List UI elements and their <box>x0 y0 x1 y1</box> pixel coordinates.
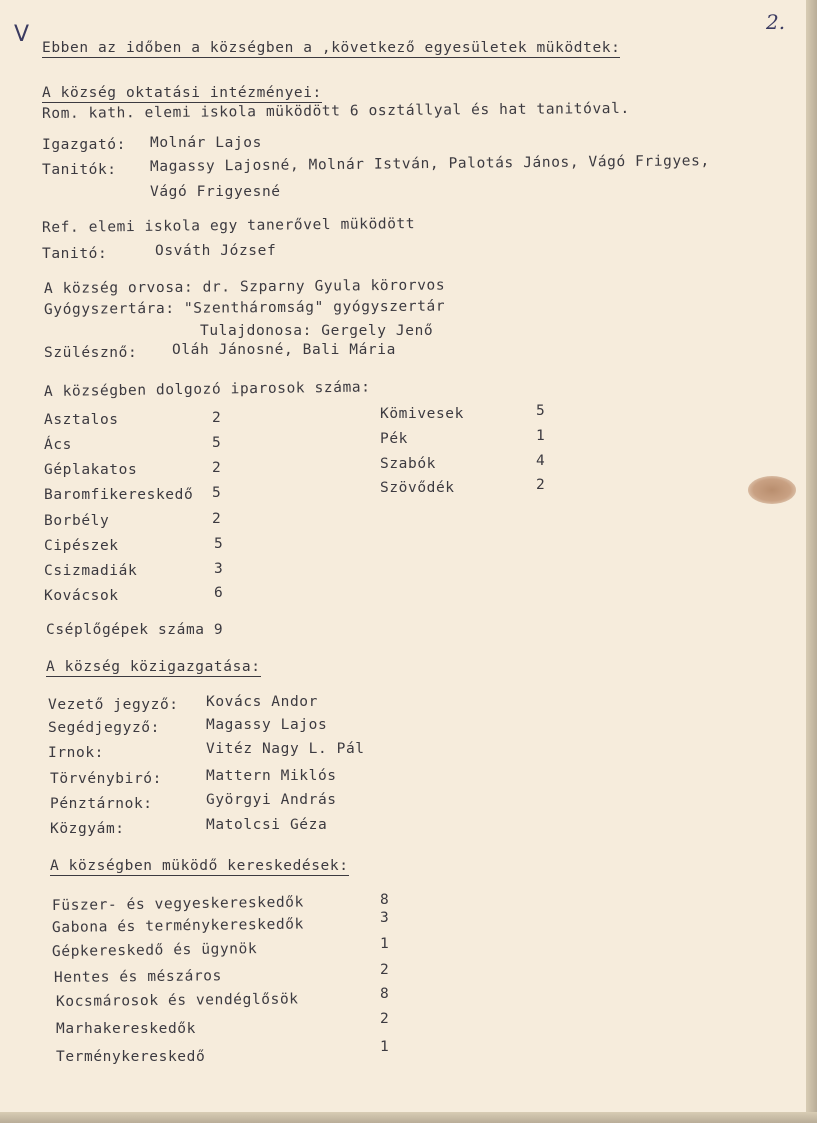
craft-count: 5 <box>212 485 222 501</box>
craft-count: 5 <box>212 435 222 451</box>
trade-name: Kocsmárosok és vendéglősök <box>55 991 299 1010</box>
page-edge-bottom <box>0 1112 817 1123</box>
admin-name: Magassy Lajos <box>206 717 328 733</box>
ref-teacher-value: Osváth József <box>155 243 277 259</box>
craft-name: Szövődék <box>380 480 455 496</box>
craft-name: Baromfikereskedő <box>44 487 194 503</box>
admin-role: Törvénybiró: <box>50 771 162 787</box>
director-value: Molnár Lajos <box>150 135 262 151</box>
trade-heading: A községben müködő kereskedések: <box>50 858 349 874</box>
craft-count: 5 <box>214 536 224 552</box>
admin-name: Györgyi András <box>206 792 337 808</box>
trade-count: 8 <box>380 986 390 1002</box>
page-edge-right <box>806 0 817 1123</box>
craft-name: Asztalos <box>44 412 119 428</box>
craft-count: 4 <box>536 453 546 469</box>
trade-name: Gabona és terménykereskedők <box>51 916 304 936</box>
margin-tick-mark: V <box>14 22 30 47</box>
midwife-label: Szülésznő: <box>44 345 138 361</box>
pharmacy-line: Gyógyszertára: "Szentháromság" gyógyszertár <box>43 298 446 318</box>
page-number: 2. <box>766 10 786 34</box>
admin-role: Segédjegyző: <box>48 720 160 736</box>
document-title: Ebben az időben a községben a ,következő egyesületek müködtek: <box>42 40 621 56</box>
rk-school-line: Rom. kath. elemi iskola müködött 6 osztállyal és hat tanitóval. <box>41 100 630 122</box>
admin-name: Kovács Andor <box>206 694 318 710</box>
education-heading: A község oktatási intézményei: <box>42 85 322 101</box>
teachers-label: Tanitók: <box>42 162 117 178</box>
midwife-value: Oláh Jánosné, Bali Mária <box>172 342 396 358</box>
teachers-line-1: Magassy Lajosné, Molnár István, Palotás János, Vágó Frigyes, <box>149 153 710 175</box>
admin-role: Pénztárnok: <box>50 796 153 812</box>
admin-name: Matolcsi Géza <box>206 817 328 833</box>
pharmacy-owner-line: Tulajdonosa: Gergely Jenő <box>200 323 434 339</box>
craft-count: 1 <box>536 428 546 444</box>
admin-name: Mattern Miklós <box>206 768 337 784</box>
director-label: Igazgató: <box>42 137 126 153</box>
threshers-line: Cséplőgépek száma 9 <box>46 622 224 638</box>
teachers-line-2: Vágó Frigyesné <box>150 184 281 200</box>
doctor-line: A község orvosa: dr. Szparny Gyula körorvos <box>43 277 446 297</box>
trade-count: 1 <box>380 1039 390 1055</box>
craft-name: Ács <box>44 437 72 453</box>
craft-name: Kovácsok <box>44 588 119 604</box>
craft-name: Kömivesek <box>380 406 464 422</box>
admin-role: Közgyám: <box>50 821 125 837</box>
admin-name: Vitéz Nagy L. Pál <box>206 741 365 757</box>
craftsmen-heading: A községben dolgozó iparosok száma: <box>43 379 371 400</box>
craft-count: 2 <box>536 477 546 493</box>
trade-count: 8 <box>380 892 390 908</box>
trade-name: Füszer- és vegyeskereskedők <box>51 894 304 914</box>
ref-teacher-label: Tanitó: <box>42 246 108 262</box>
trade-name: Marhakereskedők <box>56 1021 196 1037</box>
craft-name: Borbély <box>44 513 110 529</box>
ref-school-line: Ref. elemi iskola egy tanerővel müködött <box>41 216 416 236</box>
craft-name: Cipészek <box>44 538 119 554</box>
trade-count: 2 <box>380 1011 390 1027</box>
admin-role: Irnok: <box>48 745 104 761</box>
craft-name: Pék <box>380 431 408 447</box>
craft-count: 6 <box>214 585 224 601</box>
trade-count: 3 <box>380 910 390 926</box>
craft-name: Szabók <box>380 456 436 472</box>
admin-role: Vezető jegyző: <box>48 697 179 713</box>
craft-count: 3 <box>214 561 224 577</box>
craft-count: 2 <box>212 511 222 527</box>
stain-mark <box>748 476 796 504</box>
craft-count: 2 <box>212 460 222 476</box>
trade-name: Gépkereskedő és ügynök <box>51 941 258 960</box>
trade-name: Terménykereskedő <box>56 1049 206 1065</box>
craft-count: 2 <box>212 410 222 426</box>
craft-name: Géplakatos <box>44 462 138 478</box>
trade-count: 1 <box>380 936 390 952</box>
administration-heading: A község közigazgatása: <box>46 659 261 675</box>
craft-name: Csizmadiák <box>44 563 138 579</box>
trade-count: 2 <box>380 962 390 978</box>
trade-name: Hentes és mészáros <box>53 968 223 986</box>
craft-count: 5 <box>536 403 546 419</box>
